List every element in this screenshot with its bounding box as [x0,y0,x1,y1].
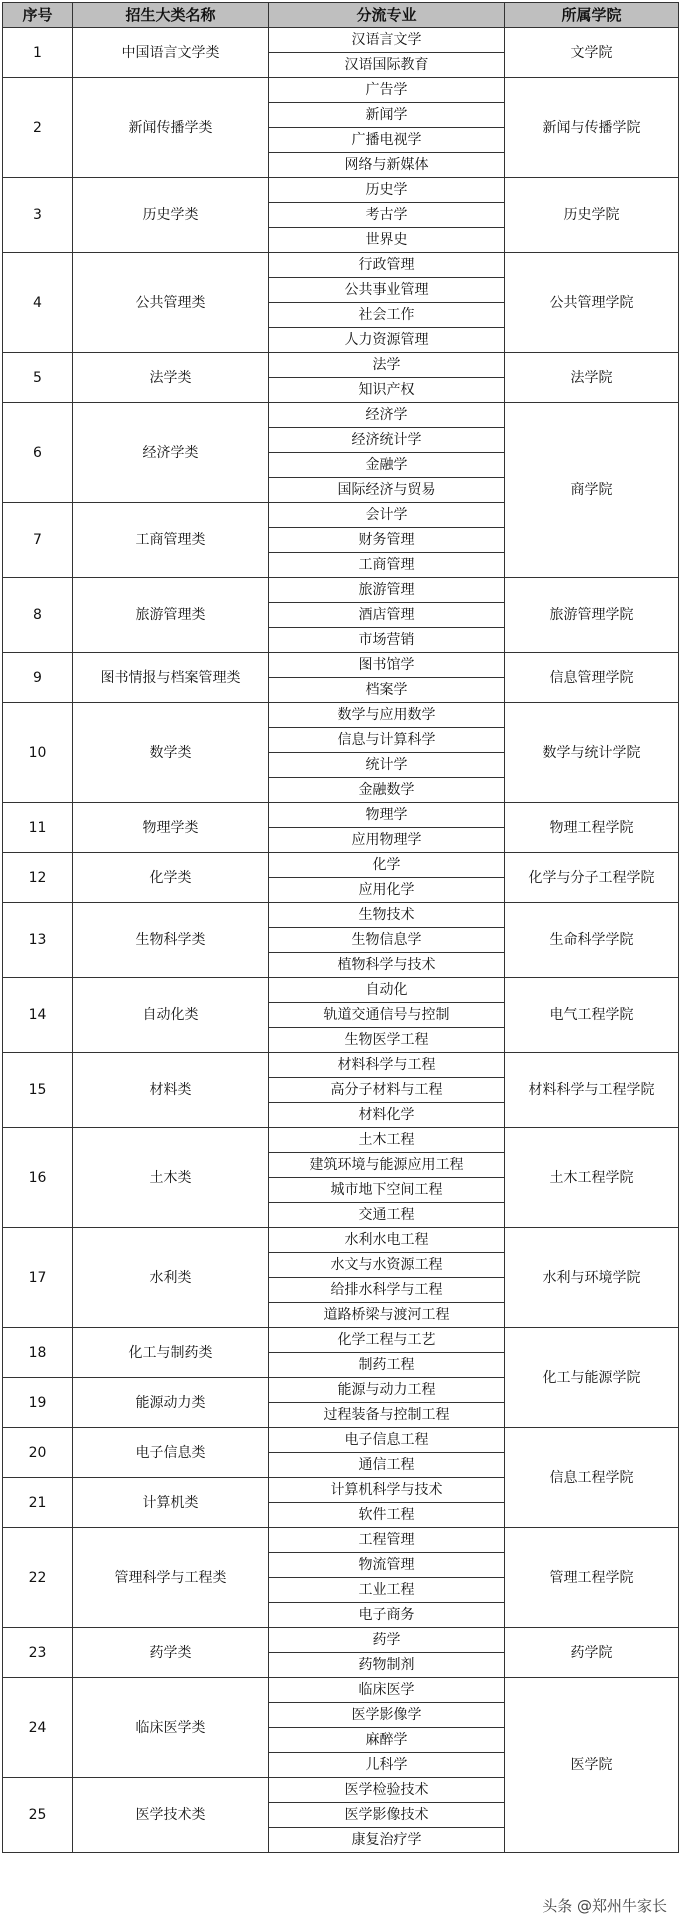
college-name: 药学院 [505,1628,679,1678]
row-number: 14 [3,978,73,1053]
college-name: 医学院 [505,1678,679,1853]
college-name: 物理工程学院 [505,803,679,853]
major-name: 轨道交通信号与控制 [269,1003,505,1028]
major-name: 工业工程 [269,1578,505,1603]
category-name: 材料类 [73,1053,269,1128]
major-name: 药学 [269,1628,505,1653]
major-name: 水文与水资源工程 [269,1253,505,1278]
college-name: 土木工程学院 [505,1128,679,1228]
major-name: 建筑环境与能源应用工程 [269,1153,505,1178]
row-number: 16 [3,1128,73,1228]
major-name: 水利水电工程 [269,1228,505,1253]
major-name: 社会工作 [269,303,505,328]
watermark: 头条 @郑州牛家长 [542,1897,667,1915]
major-name: 人力资源管理 [269,328,505,353]
major-name: 信息与计算科学 [269,728,505,753]
row-number: 10 [3,703,73,803]
row-number: 24 [3,1678,73,1778]
row-number: 17 [3,1228,73,1328]
major-name: 道路桥梁与渡河工程 [269,1303,505,1328]
category-name: 化工与制药类 [73,1328,269,1378]
major-name: 财务管理 [269,528,505,553]
row-number: 8 [3,578,73,653]
college-name: 数学与统计学院 [505,703,679,803]
college-name: 管理工程学院 [505,1528,679,1628]
major-name: 植物科学与技术 [269,953,505,978]
college-name: 公共管理学院 [505,253,679,353]
college-name: 法学院 [505,353,679,403]
major-name: 材料科学与工程 [269,1053,505,1078]
row-number: 6 [3,403,73,503]
table-row [3,978,679,1003]
major-name: 经济统计学 [269,428,505,453]
header-majors: 分流专业 [269,3,505,28]
table-row [3,1228,679,1253]
major-name: 计算机科学与技术 [269,1478,505,1503]
major-name: 儿科学 [269,1753,505,1778]
major-name: 给排水科学与工程 [269,1278,505,1303]
college-name: 旅游管理学院 [505,578,679,653]
major-name: 行政管理 [269,253,505,278]
category-name: 药学类 [73,1628,269,1678]
row-number: 2 [3,78,73,178]
table-row [3,578,679,603]
category-name: 公共管理类 [73,253,269,353]
category-name: 法学类 [73,353,269,403]
row-number: 1 [3,28,73,78]
major-name: 汉语言文学 [269,28,505,53]
major-name: 电子信息工程 [269,1428,505,1453]
category-name: 管理科学与工程类 [73,1528,269,1628]
row-number: 12 [3,853,73,903]
category-name: 计算机类 [73,1478,269,1528]
college-name: 材料科学与工程学院 [505,1053,679,1128]
major-name: 市场营销 [269,628,505,653]
table-container [2,2,679,1853]
category-name: 能源动力类 [73,1378,269,1428]
table-row [3,803,679,828]
table-row [3,853,679,878]
major-name: 药物制剂 [269,1653,505,1678]
category-name: 电子信息类 [73,1428,269,1478]
table-row [3,403,679,428]
major-name: 档案学 [269,678,505,703]
category-name: 土木类 [73,1128,269,1228]
category-name: 工商管理类 [73,503,269,578]
category-name: 旅游管理类 [73,578,269,653]
majors-table [2,2,679,1853]
table-row [3,353,679,378]
college-name: 信息管理学院 [505,653,679,703]
table-row [3,1428,679,1453]
college-name: 新闻与传播学院 [505,78,679,178]
college-name: 化学与分子工程学院 [505,853,679,903]
row-number: 3 [3,178,73,253]
category-name: 生物科学类 [73,903,269,978]
major-name: 应用物理学 [269,828,505,853]
major-name: 物理学 [269,803,505,828]
category-name: 医学技术类 [73,1778,269,1853]
row-number: 7 [3,503,73,578]
major-name: 城市地下空间工程 [269,1178,505,1203]
major-name: 过程装备与控制工程 [269,1403,505,1428]
college-name: 水利与环境学院 [505,1228,679,1328]
major-name: 麻醉学 [269,1728,505,1753]
header-row [3,3,679,28]
major-name: 生物医学工程 [269,1028,505,1053]
major-name: 土木工程 [269,1128,505,1153]
major-name: 公共事业管理 [269,278,505,303]
header-no: 序号 [3,3,73,28]
major-name: 生物信息学 [269,928,505,953]
major-name: 物流管理 [269,1553,505,1578]
category-name: 中国语言文学类 [73,28,269,78]
major-name: 图书馆学 [269,653,505,678]
table-row [3,1053,679,1078]
major-name: 知识产权 [269,378,505,403]
row-number: 5 [3,353,73,403]
major-name: 材料化学 [269,1103,505,1128]
major-name: 生物技术 [269,903,505,928]
category-name: 物理学类 [73,803,269,853]
college-name: 信息工程学院 [505,1428,679,1528]
major-name: 网络与新媒体 [269,153,505,178]
table-row [3,28,679,53]
row-number: 22 [3,1528,73,1628]
college-name: 生命科学学院 [505,903,679,978]
major-name: 考古学 [269,203,505,228]
row-number: 25 [3,1778,73,1853]
major-name: 制药工程 [269,1353,505,1378]
header-college: 所属学院 [505,3,679,28]
category-name: 化学类 [73,853,269,903]
major-name: 历史学 [269,178,505,203]
major-name: 工程管理 [269,1528,505,1553]
major-name: 统计学 [269,753,505,778]
major-name: 经济学 [269,403,505,428]
college-name: 文学院 [505,28,679,78]
category-name: 水利类 [73,1228,269,1328]
row-number: 15 [3,1053,73,1128]
major-name: 数学与应用数学 [269,703,505,728]
major-name: 应用化学 [269,878,505,903]
row-number: 23 [3,1628,73,1678]
table-row [3,703,679,728]
major-name: 高分子材料与工程 [269,1078,505,1103]
major-name: 医学影像学 [269,1703,505,1728]
category-name: 新闻传播学类 [73,78,269,178]
row-number: 18 [3,1328,73,1378]
major-name: 国际经济与贸易 [269,478,505,503]
major-name: 金融学 [269,453,505,478]
table-row [3,1528,679,1553]
major-name: 化学 [269,853,505,878]
major-name: 世界史 [269,228,505,253]
table-row [3,178,679,203]
major-name: 汉语国际教育 [269,53,505,78]
category-name: 历史学类 [73,178,269,253]
header-category: 招生大类名称 [73,3,269,28]
major-name: 工商管理 [269,553,505,578]
table-row [3,1628,679,1653]
major-name: 法学 [269,353,505,378]
row-number: 13 [3,903,73,978]
major-name: 电子商务 [269,1603,505,1628]
row-number: 4 [3,253,73,353]
category-name: 数学类 [73,703,269,803]
major-name: 广播电视学 [269,128,505,153]
row-number: 9 [3,653,73,703]
category-name: 临床医学类 [73,1678,269,1778]
row-number: 20 [3,1428,73,1478]
table-row [3,1678,679,1703]
major-name: 化学工程与工艺 [269,1328,505,1353]
category-name: 自动化类 [73,978,269,1053]
major-name: 酒店管理 [269,603,505,628]
major-name: 医学影像技术 [269,1803,505,1828]
table-row [3,78,679,103]
major-name: 能源与动力工程 [269,1378,505,1403]
row-number: 19 [3,1378,73,1428]
table-row [3,903,679,928]
major-name: 广告学 [269,78,505,103]
table-row [3,1328,679,1353]
major-name: 自动化 [269,978,505,1003]
major-name: 康复治疗学 [269,1828,505,1853]
major-name: 会计学 [269,503,505,528]
table-body [3,28,679,1853]
major-name: 医学检验技术 [269,1778,505,1803]
college-name: 化工与能源学院 [505,1328,679,1428]
college-name: 电气工程学院 [505,978,679,1053]
row-number: 11 [3,803,73,853]
major-name: 软件工程 [269,1503,505,1528]
college-name: 历史学院 [505,178,679,253]
major-name: 新闻学 [269,103,505,128]
college-name: 商学院 [505,403,679,578]
major-name: 临床医学 [269,1678,505,1703]
major-name: 金融数学 [269,778,505,803]
table-row [3,253,679,278]
row-number: 21 [3,1478,73,1528]
major-name: 通信工程 [269,1453,505,1478]
major-name: 旅游管理 [269,578,505,603]
category-name: 经济学类 [73,403,269,503]
category-name: 图书情报与档案管理类 [73,653,269,703]
table-row [3,1128,679,1153]
major-name: 交通工程 [269,1203,505,1228]
table-row [3,653,679,678]
